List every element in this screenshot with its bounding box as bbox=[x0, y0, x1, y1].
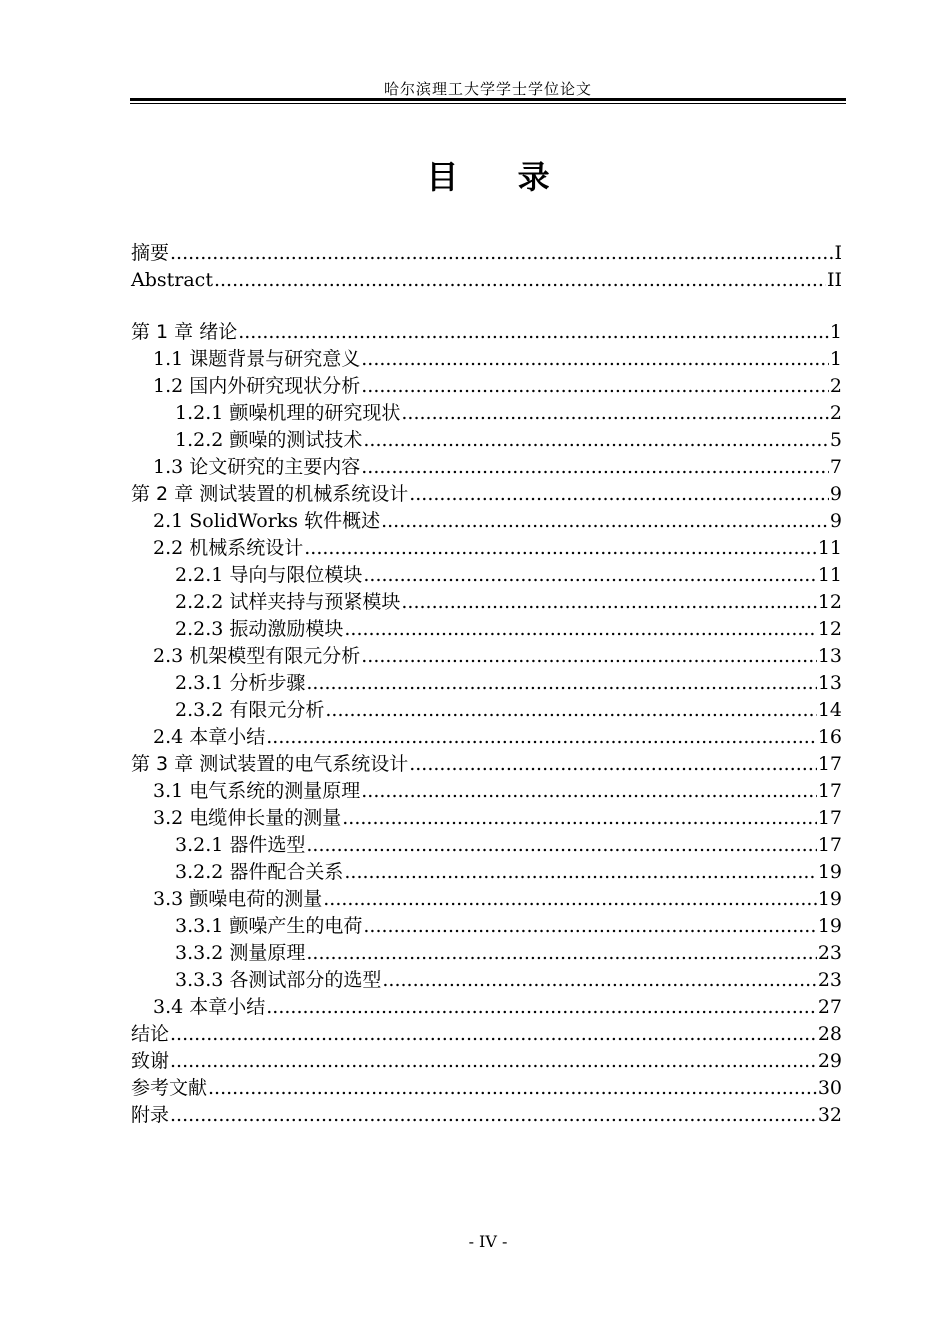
toc-entry-page: 1 bbox=[829, 348, 842, 370]
toc-entry[interactable] bbox=[131, 589, 842, 616]
toc-entry[interactable] bbox=[131, 240, 842, 267]
toc-entry[interactable] bbox=[131, 1021, 842, 1048]
toc-entry-label: 参考文献 bbox=[131, 1077, 208, 1099]
toc-entry-page: 32 bbox=[817, 1104, 842, 1126]
toc-entry-label: 3.2.2 器件配合关系 bbox=[175, 861, 344, 883]
toc-entry-label: 2.2.3 振动激励模块 bbox=[175, 618, 344, 640]
toc-entry[interactable] bbox=[131, 643, 842, 670]
toc-title: 目 录 bbox=[426, 158, 574, 196]
toc-leader-dots bbox=[344, 859, 816, 886]
toc-leader-dots bbox=[170, 1048, 817, 1075]
toc-entry[interactable] bbox=[131, 913, 842, 940]
toc-leader-dots bbox=[401, 589, 816, 616]
toc-entry-page: 9 bbox=[829, 483, 842, 505]
toc-entry-label: 2.2 机械系统设计 bbox=[153, 537, 304, 559]
toc-leader-dots bbox=[214, 267, 826, 294]
toc-entry[interactable] bbox=[131, 319, 842, 346]
toc-entry[interactable] bbox=[131, 778, 842, 805]
toc-entry-label: 附录 bbox=[131, 1104, 170, 1126]
toc-leader-dots bbox=[266, 724, 817, 751]
toc-leader-dots bbox=[409, 481, 829, 508]
toc-entry-label: 3.3.1 颤噪产生的电荷 bbox=[175, 915, 363, 937]
toc-entry[interactable] bbox=[131, 454, 842, 481]
page-number: - IV - bbox=[468, 1232, 508, 1251]
toc-entry[interactable] bbox=[131, 751, 842, 778]
toc-entry-label: 第 2 章 测试装置的机械系统设计 bbox=[131, 483, 409, 505]
toc-entry[interactable] bbox=[131, 400, 842, 427]
toc-entry[interactable] bbox=[131, 886, 842, 913]
toc-leader-dots bbox=[361, 778, 817, 805]
toc-leader-dots bbox=[382, 967, 816, 994]
toc-entry-page: I bbox=[834, 242, 842, 264]
toc-leader-dots bbox=[306, 832, 816, 859]
toc-leader-dots bbox=[238, 319, 829, 346]
toc-entry-page: 1 bbox=[829, 321, 842, 343]
toc-entry[interactable] bbox=[131, 1075, 842, 1102]
toc-entry[interactable] bbox=[131, 616, 842, 643]
toc-entry-label: 3.3.2 测量原理 bbox=[175, 942, 306, 964]
toc-leader-dots bbox=[381, 508, 829, 535]
toc-entry-page: 2 bbox=[829, 375, 842, 397]
toc-entry[interactable] bbox=[131, 481, 842, 508]
toc-entry[interactable] bbox=[131, 994, 842, 1021]
toc-entry-page: 2 bbox=[829, 402, 842, 424]
toc-entry-page: 23 bbox=[817, 942, 842, 964]
toc-leader-dots bbox=[323, 886, 817, 913]
header-rule-thick bbox=[130, 98, 846, 101]
toc-entry-page: 23 bbox=[817, 969, 842, 991]
toc-entry[interactable] bbox=[131, 427, 842, 454]
toc-entry-label: 2.3.1 分析步骤 bbox=[175, 672, 306, 694]
toc-entry[interactable] bbox=[131, 832, 842, 859]
toc-leader-dots bbox=[170, 1021, 817, 1048]
toc-leader-dots bbox=[409, 751, 817, 778]
toc-entry-label: 1.2 国内外研究现状分析 bbox=[153, 375, 361, 397]
toc-leader-dots bbox=[342, 805, 817, 832]
toc-entry-label: 摘要 bbox=[131, 242, 170, 264]
toc-entry[interactable] bbox=[131, 346, 842, 373]
toc-entry-label: 致谢 bbox=[131, 1050, 170, 1072]
toc-leader-dots bbox=[363, 562, 816, 589]
toc-leader-dots bbox=[361, 346, 829, 373]
toc-entry-page: 30 bbox=[817, 1077, 842, 1099]
toc-entry-label: 3.2.1 器件选型 bbox=[175, 834, 306, 856]
toc-entry-label: 2.3 机架模型有限元分析 bbox=[153, 645, 361, 667]
toc-entry[interactable] bbox=[131, 724, 842, 751]
toc-entry[interactable] bbox=[131, 805, 842, 832]
toc-leader-dots bbox=[306, 940, 816, 967]
toc-entry-page: 11 bbox=[817, 537, 842, 559]
toc-entry-page: 12 bbox=[817, 591, 842, 613]
toc-entry-page: 29 bbox=[817, 1050, 842, 1072]
header-rule-thin bbox=[130, 103, 846, 104]
toc-leader-dots bbox=[344, 616, 816, 643]
toc-entry-page: 27 bbox=[817, 996, 842, 1018]
toc-entry-page: 7 bbox=[829, 456, 842, 478]
toc-entry-page: 19 bbox=[817, 888, 842, 910]
toc-entry-page: 13 bbox=[817, 645, 842, 667]
toc-entry-page: 17 bbox=[817, 807, 842, 829]
toc-entry-page: 14 bbox=[817, 699, 842, 721]
toc-entry-label: 2.3.2 有限元分析 bbox=[175, 699, 325, 721]
toc-entry[interactable] bbox=[131, 1102, 842, 1129]
toc-entry[interactable] bbox=[131, 697, 842, 724]
toc-entry-label: 2.2.1 导向与限位模块 bbox=[175, 564, 363, 586]
toc-entry-label: 3.3.3 各测试部分的选型 bbox=[175, 969, 382, 991]
toc-entry-label: 2.2.2 试样夹持与预紧模块 bbox=[175, 591, 401, 613]
toc-leader-dots bbox=[361, 454, 829, 481]
toc-entry-page: 16 bbox=[817, 726, 842, 748]
toc-entry-page: 17 bbox=[817, 753, 842, 775]
toc-entry-page: 19 bbox=[817, 915, 842, 937]
toc-entry-label: 第 1 章 绪论 bbox=[131, 321, 238, 343]
toc-entry-label: 3.4 本章小结 bbox=[153, 996, 266, 1018]
toc-entry-label: Abstract bbox=[131, 269, 213, 291]
toc-entry-page: 17 bbox=[817, 780, 842, 802]
toc-leader-dots bbox=[170, 1102, 817, 1129]
toc-leader-dots bbox=[361, 643, 817, 670]
toc-entry[interactable] bbox=[131, 859, 842, 886]
table-of-contents bbox=[131, 240, 842, 1129]
toc-leader-dots bbox=[401, 400, 829, 427]
toc-entry-label: 1.2.2 颤噪的测试技术 bbox=[175, 429, 363, 451]
toc-entry-label: 3.3 颤噪电荷的测量 bbox=[153, 888, 323, 910]
toc-entry-label: 1.3 论文研究的主要内容 bbox=[153, 456, 361, 478]
toc-entry-label: 结论 bbox=[131, 1023, 170, 1045]
toc-entry[interactable] bbox=[131, 508, 842, 535]
toc-entry[interactable] bbox=[131, 562, 842, 589]
toc-leader-dots bbox=[363, 427, 829, 454]
toc-entry-label: 3.2 电缆伸长量的测量 bbox=[153, 807, 342, 829]
toc-leader-dots bbox=[170, 240, 833, 267]
toc-leader-dots bbox=[304, 535, 817, 562]
toc-entry-label: 2.4 本章小结 bbox=[153, 726, 266, 748]
toc-entry-page: II bbox=[826, 269, 842, 291]
toc-leader-dots bbox=[208, 1075, 817, 1102]
toc-entry-page: 5 bbox=[829, 429, 842, 451]
toc-entry-page: 13 bbox=[817, 672, 842, 694]
toc-entry-page: 12 bbox=[817, 618, 842, 640]
page-header: 哈尔滨理工大学学士学位论文 bbox=[383, 80, 592, 98]
toc-entry[interactable] bbox=[131, 535, 842, 562]
toc-entry-label: 1.2.1 颤噪机理的研究现状 bbox=[175, 402, 401, 424]
toc-entry-page: 19 bbox=[817, 861, 842, 883]
toc-entry[interactable] bbox=[131, 940, 842, 967]
toc-entry[interactable] bbox=[131, 1048, 842, 1075]
toc-entry[interactable] bbox=[131, 967, 842, 994]
toc-entry[interactable] bbox=[131, 670, 842, 697]
toc-leader-dots bbox=[363, 913, 816, 940]
toc-entry-label: 2.1 SolidWorks 软件概述 bbox=[153, 510, 381, 532]
toc-leader-dots bbox=[361, 373, 829, 400]
toc-entry-page: 17 bbox=[817, 834, 842, 856]
toc-leader-dots bbox=[325, 697, 816, 724]
toc-entry[interactable] bbox=[131, 373, 842, 400]
toc-entry-label: 第 3 章 测试装置的电气系统设计 bbox=[131, 753, 409, 775]
toc-entry-label: 3.1 电气系统的测量原理 bbox=[153, 780, 361, 802]
toc-entry-page: 28 bbox=[817, 1023, 842, 1045]
toc-entry-label: 1.1 课题背景与研究意义 bbox=[153, 348, 361, 370]
toc-entry-page: 9 bbox=[829, 510, 842, 532]
toc-entry-page: 11 bbox=[817, 564, 842, 586]
toc-entry[interactable] bbox=[131, 267, 842, 294]
toc-leader-dots bbox=[266, 994, 817, 1021]
toc-leader-dots bbox=[306, 670, 816, 697]
